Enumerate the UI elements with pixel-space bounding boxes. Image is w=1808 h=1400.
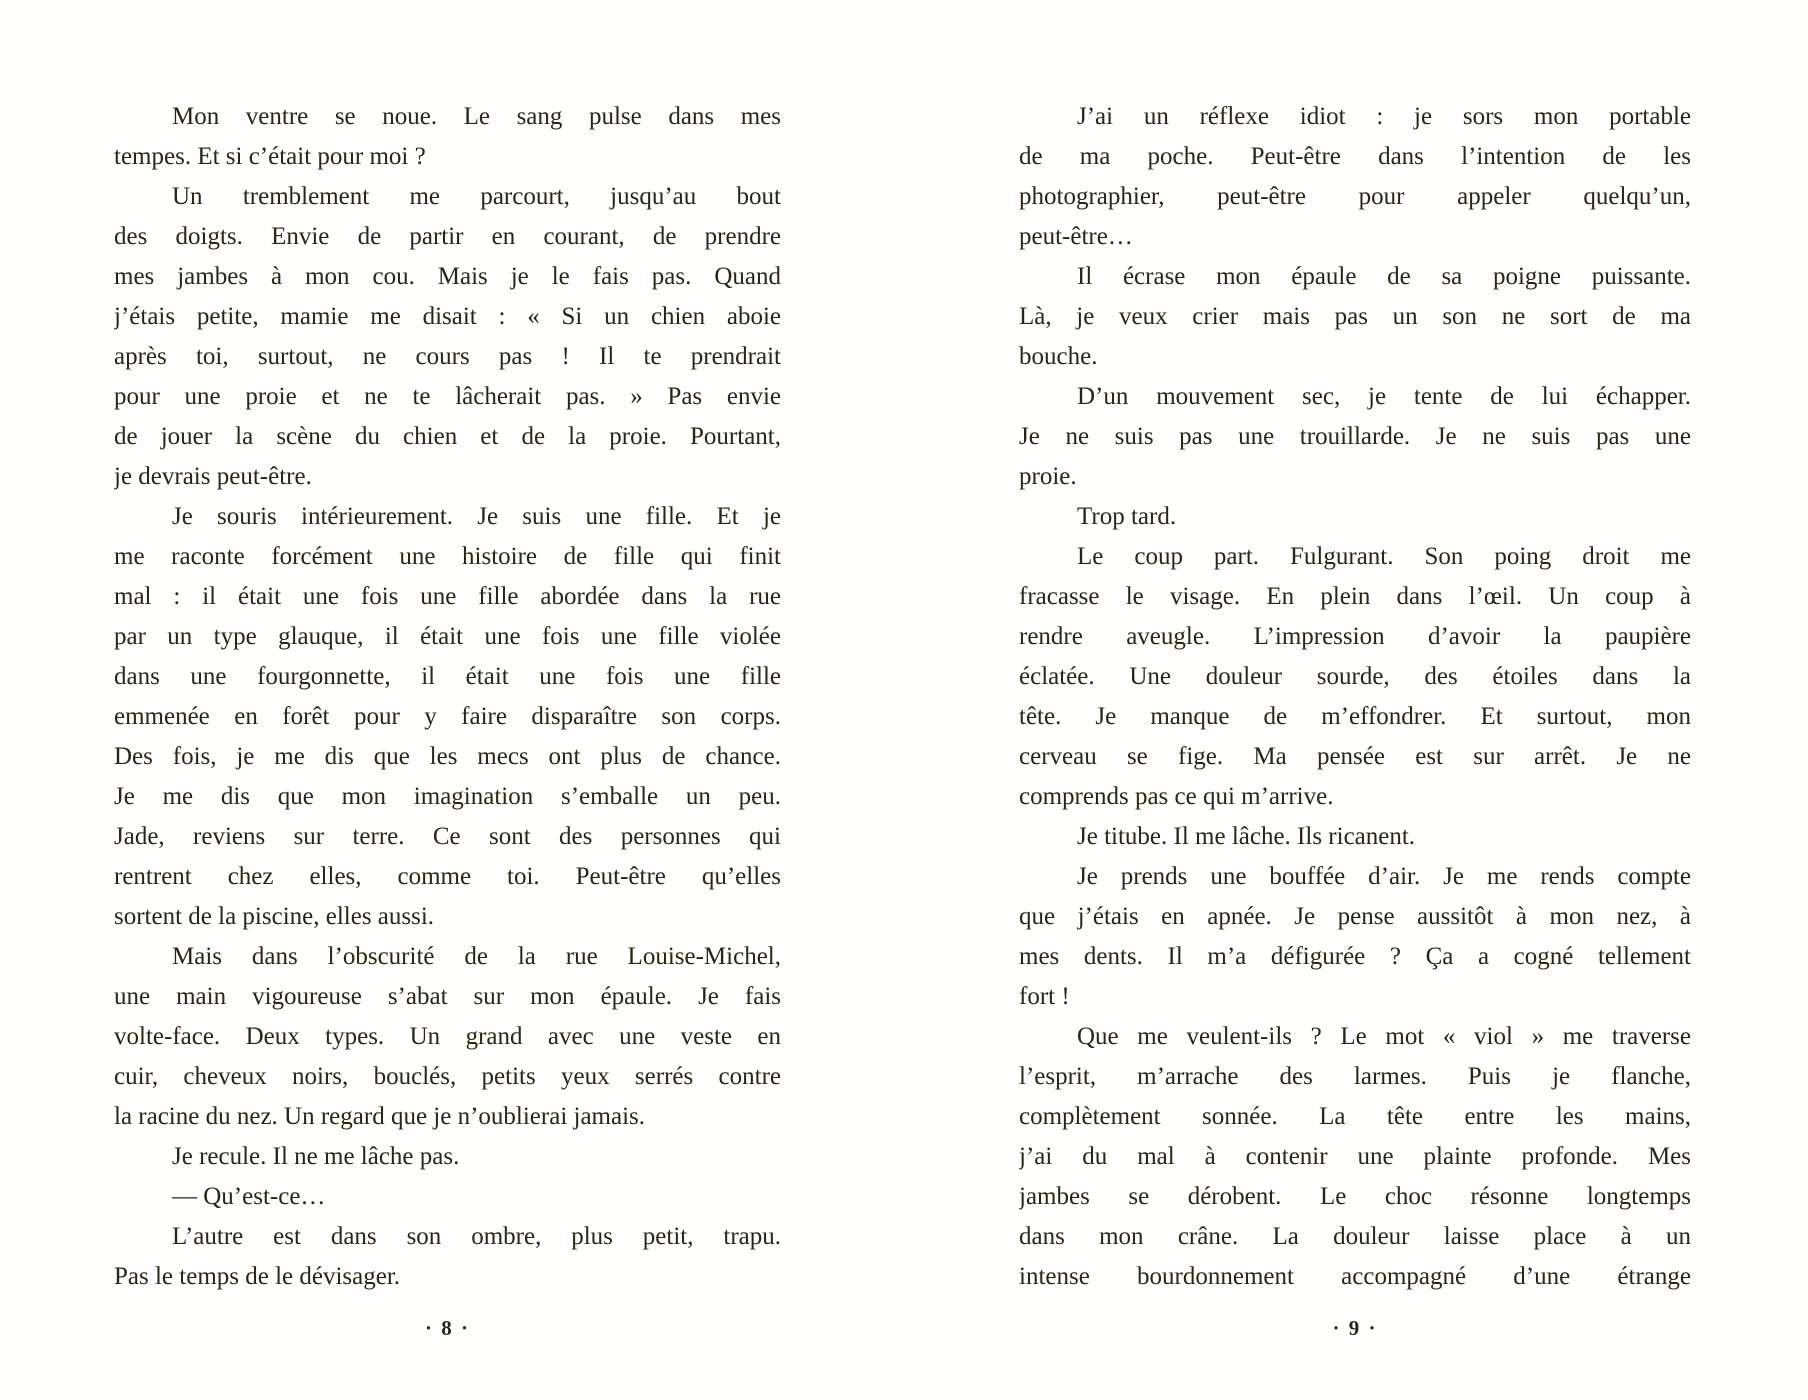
text-line: Des fois, je me dis que les mecs ont plus de chance. <box>114 743 781 770</box>
text-line: complètement sonnée. La tête entre les mains, <box>1019 1103 1691 1130</box>
text-line: Que me veulent-ils ? Le mot « viol » me traverse <box>1077 1023 1691 1050</box>
text-line: Je titube. Il me lâche. Ils ricanent. <box>1077 823 1416 850</box>
text-line: pour une proie et ne te lâcherait pas. » Pas envie <box>114 383 781 410</box>
left-page-number: · 8 · <box>424 1316 470 1340</box>
text-line: mal : il était une fois une fille abordée dans la rue <box>114 583 781 610</box>
text-line: que j’étais en apnée. Je pense aussitôt à mon nez, à <box>1019 903 1691 930</box>
right-page-text <box>1019 97 1691 1297</box>
text-line: me raconte forcément une histoire de fille qui finit <box>114 543 781 570</box>
text-line: photographier, peut-être pour appeler quelqu’un, <box>1019 183 1691 210</box>
text-line: intense bourdonnement accompagné d’une étrange <box>1019 1263 1691 1290</box>
text-line: cerveau se fige. Ma pensée est sur arrêt. Je ne <box>1019 743 1691 770</box>
text-line: dans mon crâne. La douleur laisse place à un <box>1019 1223 1691 1250</box>
text-line: cuir, cheveux noirs, bouclés, petits yeux serrés contre <box>114 1063 781 1090</box>
text-line: mes jambes à mon cou. Mais je le fais pas. Quand <box>114 263 781 290</box>
text-line: par un type glauque, il était une fois une fille violée <box>114 623 781 650</box>
text-line: rendre aveugle. L’impression d’avoir la paupière <box>1019 623 1691 650</box>
text-line: Mais dans l’obscurité de la rue Louise-Michel, <box>172 943 781 970</box>
text-line: Jade, reviens sur terre. Ce sont des personnes qui <box>114 823 781 850</box>
text-line: peut-être… <box>1019 223 1133 250</box>
text-line: Un tremblement me parcourt, jusqu’au bout <box>172 183 781 210</box>
text-line: bouche. <box>1019 343 1098 370</box>
text-line: la racine du nez. Un regard que je n’oublierai jamais. <box>114 1103 646 1130</box>
text-line: volte-face. Deux types. Un grand avec une veste en <box>114 1023 781 1050</box>
text-line: tête. Je manque de m’effondrer. Et surtout, mon <box>1019 703 1691 730</box>
text-line: de ma poche. Peut-être dans l’intention de les <box>1019 143 1691 170</box>
text-line: J’ai un réflexe idiot : je sors mon portable <box>1077 103 1691 130</box>
text-line: Le coup part. Fulgurant. Son poing droit me <box>1077 543 1691 570</box>
text-line: D’un mouvement sec, je tente de lui échapper. <box>1077 383 1691 410</box>
right-page-number: · 9 · <box>1332 1316 1378 1340</box>
text-line: sortent de la piscine, elles aussi. <box>114 903 435 930</box>
text-line: — Qu’est-ce… <box>172 1183 326 1210</box>
text-line: Il écrase mon épaule de sa poigne puissante. <box>1077 263 1691 290</box>
text-line: des doigts. Envie de partir en courant, de prendre <box>114 223 781 250</box>
text-line: rentrent chez elles, comme toi. Peut-être qu’elles <box>114 863 781 890</box>
text-line: comprends pas ce qui m’arrive. <box>1019 783 1334 810</box>
text-line: Je prends une bouffée d’air. Je me rends compte <box>1077 863 1691 890</box>
text-line: de jouer la scène du chien et de la proie. Pourtant, <box>114 423 781 450</box>
text-line: emmenée en forêt pour y faire disparaître son corps. <box>114 703 781 730</box>
left-page-text <box>114 97 781 1297</box>
text-line: Là, je veux crier mais pas un son ne sort de ma <box>1019 303 1691 330</box>
text-line: Pas le temps de le dévisager. <box>114 1263 401 1290</box>
text-line: dans une fourgonnette, il était une fois une fille <box>114 663 781 690</box>
text-line: Je ne suis pas une trouillarde. Je ne suis pas une <box>1019 423 1691 450</box>
text-line: une main vigoureuse s’abat sur mon épaule. Je fais <box>114 983 781 1010</box>
text-line: Je souris intérieurement. Je suis une fille. Et je <box>172 503 781 530</box>
text-line: j’étais petite, mamie me disait : « Si un chien aboie <box>114 303 781 330</box>
text-line: j’ai du mal à contenir une plainte profonde. Mes <box>1019 1143 1691 1170</box>
text-line: je devrais peut-être. <box>114 463 312 490</box>
text-line: mes dents. Il m’a défigurée ? Ça a cogné tellement <box>1019 943 1691 970</box>
text-line: L’autre est dans son ombre, plus petit, trapu. <box>172 1223 781 1250</box>
text-line: Je recule. Il ne me lâche pas. <box>172 1143 460 1170</box>
text-line: éclatée. Une douleur sourde, des étoiles dans la <box>1019 663 1691 690</box>
text-line: Trop tard. <box>1077 503 1177 530</box>
text-line: Je me dis que mon imagination s’emballe un peu. <box>114 783 781 810</box>
text-line: fracasse le visage. En plein dans l’œil. Un coup à <box>1019 583 1691 610</box>
text-line: fort ! <box>1019 983 1070 1010</box>
text-line: Mon ventre se noue. Le sang pulse dans mes <box>172 103 781 130</box>
text-line: après toi, surtout, ne cours pas ! Il te prendrait <box>114 343 781 370</box>
text-line: l’esprit, m’arrache des larmes. Puis je flanche, <box>1019 1063 1691 1090</box>
text-line: proie. <box>1019 463 1077 490</box>
text-line: jambes se dérobent. Le choc résonne longtemps <box>1019 1183 1691 1210</box>
text-line: tempes. Et si c’était pour moi ? <box>114 143 426 170</box>
